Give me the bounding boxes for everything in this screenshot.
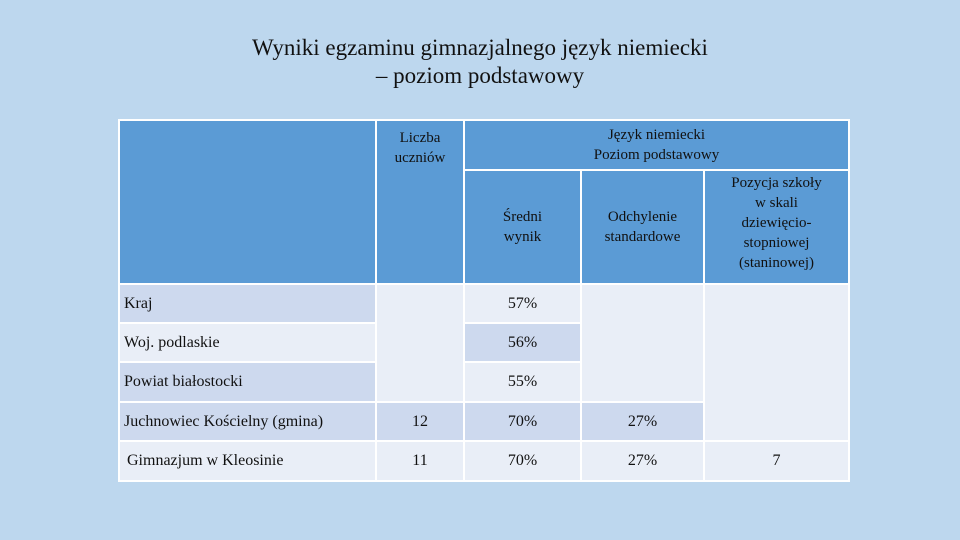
cell-mean-powiat: 55% [464,362,581,402]
cell-count-gmina: 12 [376,402,464,441]
cell-stanine-merged [704,284,849,441]
cell-stddev-school: 27% [581,441,704,481]
column-header-stanine-text: Pozycja szkoły w skali dziewięcio-stopniowej (staninowej) [731,175,822,271]
row-label-school: Gimnazjum w Kleosinie [119,441,376,481]
title-line-1: Wyniki egzaminu gimnazjalnego język niemiecki [252,35,708,60]
group-header [464,120,849,170]
row-label-kraj: Kraj [119,284,376,323]
cell-stddev-merged [581,284,704,402]
cell-mean-gmina: 70% [464,402,581,441]
group-header-line-1: Język niemiecki [607,127,706,143]
column-header-stddev [581,170,704,284]
column-header-stddev-text: Odchylenie standardowe [604,209,681,245]
row-label-gmina: Juchnowiec Kościelny (gmina) [119,402,376,441]
slide-title [0,34,960,90]
column-header-mean-text: Średni wynik [502,209,543,245]
column-header-mean [464,170,581,284]
cell-mean-woj: 56% [464,323,581,362]
header-corner [119,120,376,284]
column-header-count-text: Liczba uczniów [394,130,446,166]
cell-stddev-gmina: 27% [581,402,704,441]
cell-count-merged [376,284,464,402]
cell-stanine-school: 7 [704,441,849,481]
column-header-stanine [704,170,849,284]
results-table [118,119,850,482]
group-header-line-2: Poziom podstawowy [593,147,720,163]
title-line-2: – poziom podstawowy [375,63,585,88]
cell-count-school: 11 [376,441,464,481]
column-header-count [376,120,464,284]
cell-mean-school: 70% [464,441,581,481]
cell-mean-kraj: 57% [464,284,581,323]
row-label-woj: Woj. podlaskie [119,323,376,362]
row-label-powiat: Powiat białostocki [119,362,376,402]
